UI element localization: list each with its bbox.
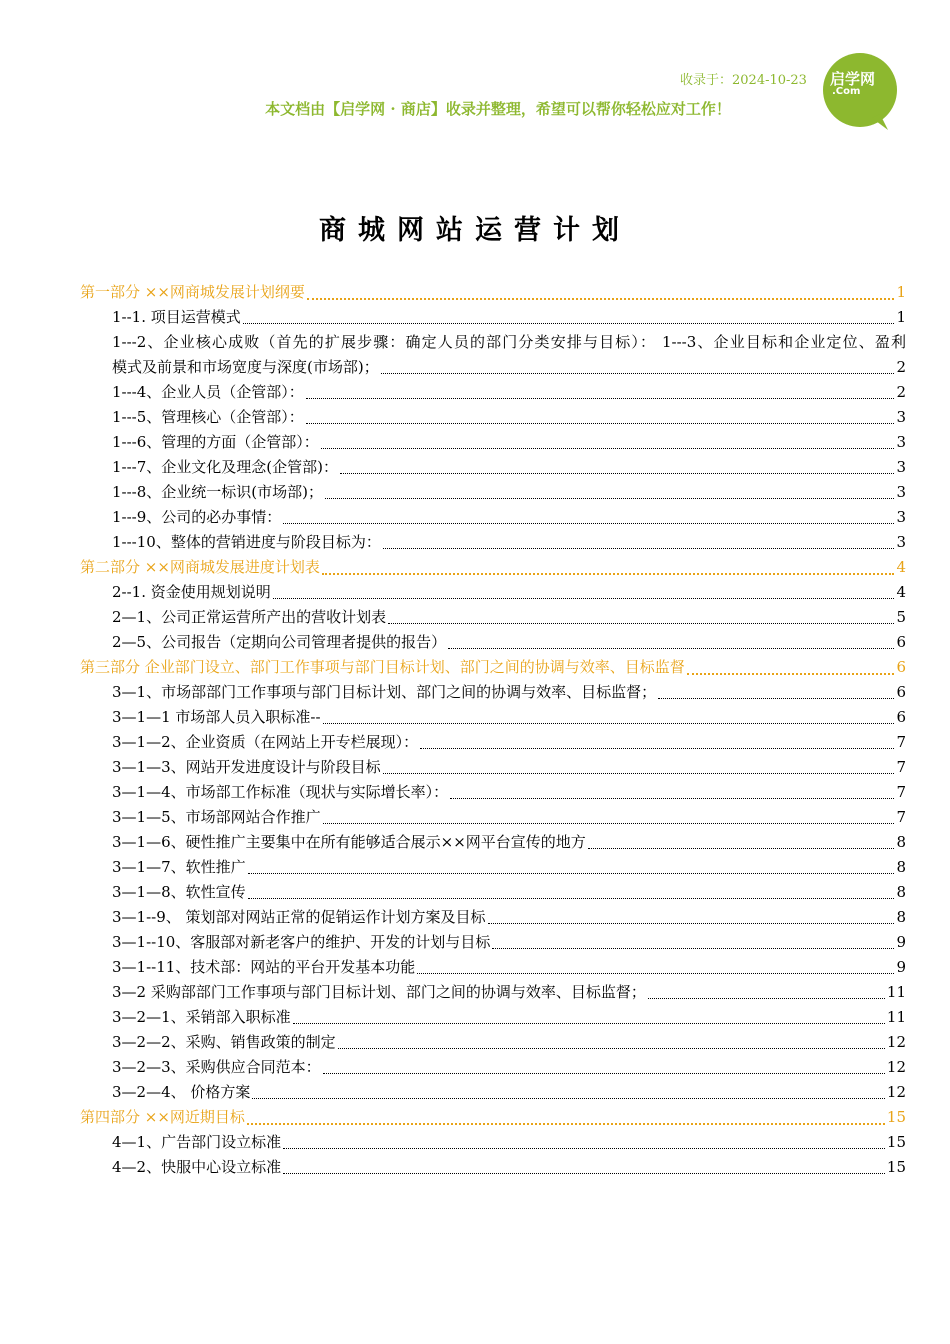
toc-dot-leader xyxy=(243,323,895,324)
toc-page-number: 3 xyxy=(896,458,906,476)
toc-entry-label: 1---9、公司的必办事情： xyxy=(112,508,282,526)
toc-dot-leader xyxy=(658,698,894,699)
toc-entry-label: 3—1—2、企业资质（在网站上开专栏展现）： xyxy=(112,733,419,751)
toc-page-number: 8 xyxy=(896,908,906,926)
toc-page-number: 15 xyxy=(886,1108,906,1126)
toc-entry-label: 3—1—8、软性宣传 xyxy=(112,883,246,901)
toc-entry[interactable] xyxy=(80,580,906,605)
toc-entry-label: 3—1--10、客服部对新老客户的维护、开发的计划与目标 xyxy=(112,933,491,951)
toc-dot-leader xyxy=(252,1098,885,1099)
toc-entry-label: 3—1--11、技术部：网站的平台开发基本功能 xyxy=(112,958,416,976)
toc-page-number: 8 xyxy=(896,883,906,901)
toc-entry[interactable] xyxy=(80,1130,906,1155)
toc-entry-label: 3—1—1 市场部人员入职标准-- xyxy=(112,708,321,726)
toc-dot-leader xyxy=(448,648,894,649)
toc-entry[interactable] xyxy=(80,305,906,330)
toc-entry-label: 3—1--9、 策划部对网站正常的促销运作计划方案及目标 xyxy=(112,908,486,926)
toc-section-entry[interactable] xyxy=(80,655,906,680)
logo-text-sub: .Com xyxy=(832,86,861,97)
toc-page-number: 3 xyxy=(896,433,906,451)
toc-page-number: 6 xyxy=(896,633,906,651)
toc-page-number: 4 xyxy=(896,583,906,601)
toc-dot-leader xyxy=(306,423,895,424)
toc-dot-leader xyxy=(321,448,895,449)
toc-entry-label: 4—2、快服中心设立标准 xyxy=(112,1158,282,1176)
toc-entry[interactable] xyxy=(80,705,906,730)
toc-entry-label: 3—1—6、硬性推广主要集中在所有能够适合展示××网平台宣传的地方 xyxy=(112,833,586,851)
toc-dot-leader xyxy=(388,623,894,624)
toc-page-number: 12 xyxy=(886,1083,906,1101)
toc-entry-label: 2—5、公司报告（定期向公司管理者提供的报告） xyxy=(112,633,447,651)
toc-entry[interactable] xyxy=(80,730,906,755)
toc-entry[interactable] xyxy=(80,605,906,630)
toc-entry-label: 1--1. 项目运营模式 xyxy=(112,308,241,326)
toc-entry[interactable] xyxy=(80,955,906,980)
toc-entry[interactable] xyxy=(80,505,906,530)
site-logo xyxy=(810,52,900,134)
toc-page-number: 12 xyxy=(886,1058,906,1076)
toc-dot-leader xyxy=(323,1073,885,1074)
toc-dot-leader xyxy=(247,1123,885,1125)
toc-dot-leader xyxy=(283,1173,885,1174)
toc-entry-label: 1---8、企业统一标识(市场部)； xyxy=(112,483,323,501)
toc-entry[interactable] xyxy=(80,1030,906,1055)
toc-entry-label: 1---7、企业文化及理念(企管部)： xyxy=(112,458,338,476)
toc-entry[interactable] xyxy=(80,405,906,430)
toc-dot-leader xyxy=(325,498,894,499)
logo-text-main: 启学网 xyxy=(830,70,876,88)
toc-entry[interactable] xyxy=(80,980,906,1005)
toc-page-number: 7 xyxy=(896,808,906,826)
toc-dot-leader xyxy=(588,848,895,849)
toc-entry-label: 3—2—2、采购、销售政策的制定 xyxy=(112,1033,336,1051)
toc-page-number: 12 xyxy=(886,1033,906,1051)
toc-dot-leader xyxy=(687,673,895,675)
toc-page-number: 2 xyxy=(896,383,906,401)
toc-page-number: 3 xyxy=(896,508,906,526)
toc-entry[interactable] xyxy=(80,880,906,905)
toc-page-number: 1 xyxy=(896,283,906,301)
toc-page-number: 1 xyxy=(896,308,906,326)
toc-entry[interactable] xyxy=(80,430,906,455)
toc-page-number: 9 xyxy=(896,933,906,951)
toc-dot-leader xyxy=(648,998,885,999)
toc-dot-leader xyxy=(283,1148,885,1149)
toc-entry-label: 3—1—7、软性推广 xyxy=(112,858,246,876)
toc-dot-leader xyxy=(248,898,895,899)
toc-page-number: 6 xyxy=(896,683,906,701)
toc-page-number: 15 xyxy=(886,1158,906,1176)
toc-dot-leader xyxy=(306,398,895,399)
toc-dot-leader xyxy=(492,948,894,949)
toc-entry[interactable] xyxy=(80,530,906,555)
toc-dot-leader xyxy=(340,473,894,474)
toc-dot-leader xyxy=(273,598,895,599)
toc-entry-label: 3—2 采购部部门工作事项与部门目标计划、部门之间的协调与效率、目标监督； xyxy=(112,983,646,1001)
toc-entry-label: 第二部分 ××网商城发展进度计划表 xyxy=(80,558,320,576)
header-note: 本文档由【启学网 · 商店】收录并整理，希望可以帮你轻松应对工作！ xyxy=(265,100,731,118)
toc-page-number: 11 xyxy=(886,1008,906,1026)
toc-page-number: 7 xyxy=(896,758,906,776)
toc-section-entry[interactable] xyxy=(80,1105,906,1130)
toc-entry-wrapped[interactable]: 1---2、企业核心成败（首先的扩展步骤：确定人员的部门分类安排与目标）： 1---3、企业目标和企业定位、盈利 xyxy=(112,333,906,351)
toc-page-number: 2 xyxy=(896,358,906,376)
toc-entry-label: 1---10、整体的营销进度与阶段目标为： xyxy=(112,533,381,551)
toc-dot-leader xyxy=(248,873,895,874)
toc-entry[interactable] xyxy=(80,380,906,405)
toc-entry-label: 3—1—4、市场部工作标准（现状与实际增长率）： xyxy=(112,783,449,801)
toc-entry-label: 第四部分 ××网近期目标 xyxy=(80,1108,245,1126)
toc-entry[interactable] xyxy=(80,930,906,955)
table-of-contents xyxy=(80,280,906,1180)
toc-page-number: 11 xyxy=(886,983,906,1001)
toc-entry-label: 2--1. 资金使用规划说明 xyxy=(112,583,271,601)
toc-entry-label: 3—2—1、采销部入职标准 xyxy=(112,1008,291,1026)
document-title: 商城网站运营计划 xyxy=(319,215,631,246)
toc-dot-leader xyxy=(307,298,895,300)
toc-entry-label: 3—1—5、市场部网站合作推广 xyxy=(112,808,321,826)
toc-page-number: 3 xyxy=(896,533,906,551)
toc-dot-leader xyxy=(283,523,894,524)
toc-entry[interactable] xyxy=(80,830,906,855)
toc-entry[interactable] xyxy=(80,1080,906,1105)
toc-entry[interactable] xyxy=(80,480,906,505)
toc-entry-label: 3—1—3、网站开发进度设计与阶段目标 xyxy=(112,758,381,776)
toc-page-number: 8 xyxy=(896,833,906,851)
toc-entry[interactable] xyxy=(80,1005,906,1030)
toc-dot-leader xyxy=(323,723,895,724)
header-date: 收录于：2024-10-23 xyxy=(680,73,807,88)
toc-dot-leader xyxy=(381,373,895,374)
toc-page-number: 6 xyxy=(896,708,906,726)
toc-dot-leader xyxy=(293,1023,885,1024)
toc-entry-label: 1---4、企业人员（企管部）： xyxy=(112,383,304,401)
toc-dot-leader xyxy=(488,923,895,924)
toc-entry[interactable] xyxy=(80,780,906,805)
toc-entry[interactable] xyxy=(80,1155,906,1180)
toc-entry[interactable] xyxy=(80,1055,906,1080)
toc-dot-leader xyxy=(323,823,895,824)
toc-page-number: 3 xyxy=(896,483,906,501)
toc-dot-leader xyxy=(383,548,895,549)
toc-page-number: 5 xyxy=(896,608,906,626)
toc-entry[interactable] xyxy=(80,855,906,880)
toc-entry-label: 3—2—3、采购供应合同范本： xyxy=(112,1058,321,1076)
toc-entry[interactable] xyxy=(80,455,906,480)
toc-entry[interactable] xyxy=(80,905,906,930)
toc-dot-leader xyxy=(383,773,895,774)
toc-entry-label: 2—1、公司正常运营所产出的营收计划表 xyxy=(112,608,387,626)
toc-dot-leader xyxy=(420,748,894,749)
toc-entry-label: 4—1、广告部门设立标准 xyxy=(112,1133,282,1151)
toc-entry-label: 1---6、管理的方面（企管部）： xyxy=(112,433,319,451)
toc-page-number: 4 xyxy=(896,558,906,576)
toc-page-number: 8 xyxy=(896,858,906,876)
toc-entry-label: 第一部分 ××网商城发展计划纲要 xyxy=(80,283,305,301)
toc-section-entry[interactable] xyxy=(80,280,906,305)
toc-entry-label: 3—2—4、 价格方案 xyxy=(112,1083,251,1101)
toc-entry[interactable] xyxy=(80,630,906,655)
toc-page-number: 7 xyxy=(896,733,906,751)
toc-page-number: 7 xyxy=(896,783,906,801)
toc-page-number: 6 xyxy=(896,658,906,676)
toc-entry[interactable] xyxy=(80,805,906,830)
toc-section-entry[interactable] xyxy=(80,555,906,580)
toc-dot-leader xyxy=(338,1048,885,1049)
toc-entry-label: 第三部分 企业部门设立、部门工作事项与部门目标计划、部门之间的协调与效率、目标监督 xyxy=(80,658,685,676)
toc-dot-leader xyxy=(417,973,894,974)
toc-entry-label: 模式及前景和市场宽度与深度(市场部)； xyxy=(112,358,379,376)
toc-entry[interactable] xyxy=(80,680,906,705)
toc-entry[interactable] xyxy=(80,755,906,780)
toc-page-number: 3 xyxy=(896,408,906,426)
toc-dot-leader xyxy=(450,798,894,799)
toc-entry[interactable] xyxy=(80,355,906,380)
toc-dot-leader xyxy=(322,573,895,575)
toc-entry-label: 3—1、市场部部门工作事项与部门目标计划、部门之间的协调与效率、目标监督； xyxy=(112,683,657,701)
toc-page-number: 15 xyxy=(886,1133,906,1151)
toc-page-number: 9 xyxy=(896,958,906,976)
toc-entry-label: 1---5、管理核心（企管部）： xyxy=(112,408,304,426)
